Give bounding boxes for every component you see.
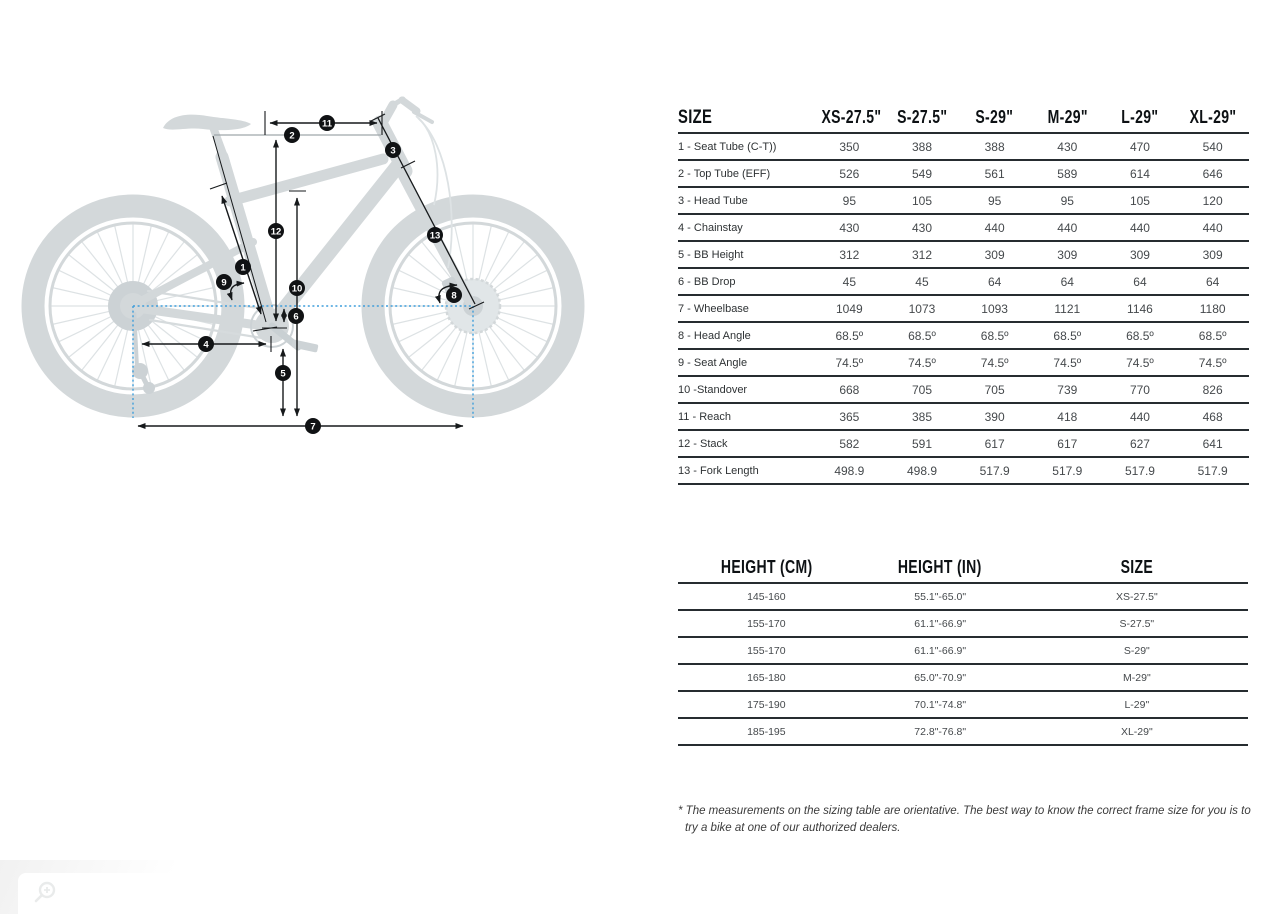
geometry-column-header: XS-27.5" <box>821 107 882 127</box>
geometry-row <box>678 376 1249 403</box>
geometry-value: 498.9 <box>834 463 865 478</box>
geometry-row-label: 7 - Wheelbase <box>678 302 749 315</box>
diagram-badge-3 <box>385 142 401 158</box>
cables <box>416 116 452 268</box>
geometry-row-label: 5 - BB Height <box>678 248 744 261</box>
geometry-row-label: 9 - Seat Angle <box>678 356 748 369</box>
geometry-value: 582 <box>839 436 860 451</box>
geometry-value: 614 <box>1129 166 1150 181</box>
svg-text:10: 10 <box>291 283 303 295</box>
geometry-column-header: XL-29" <box>1189 107 1237 127</box>
geometry-value: 668 <box>839 382 860 397</box>
geometry-row <box>678 295 1249 322</box>
geometry-value: 350 <box>839 139 860 154</box>
geometry-value: 95 <box>842 193 856 208</box>
svg-text:3: 3 <box>390 145 396 157</box>
geometry-column-header: SIZE <box>678 106 713 128</box>
geometry-value: 589 <box>1057 166 1078 181</box>
geometry-value: 120 <box>1202 193 1223 208</box>
geometry-value: 1073 <box>908 301 936 316</box>
geometry-value: 64 <box>1205 274 1220 289</box>
geometry-value: 430 <box>839 220 860 235</box>
geometry-value: 617 <box>984 436 1005 451</box>
sizing-value: 55.1"-65.0" <box>914 590 967 603</box>
diagram-badge-5 <box>275 365 291 381</box>
svg-text:12: 12 <box>270 226 282 238</box>
geometry-value: 74.5º <box>1126 355 1154 370</box>
sizing-row <box>678 637 1248 664</box>
diagram-badge-1 <box>235 259 251 275</box>
diagram-badge-6 <box>288 308 304 324</box>
geometry-value: 770 <box>1129 382 1150 397</box>
sizing-value: 65.0"-70.9" <box>914 671 967 684</box>
geometry-value: 617 <box>1057 436 1078 451</box>
sizing-row <box>678 718 1248 745</box>
svg-text:9: 9 <box>221 277 227 289</box>
geometry-row-label: 8 - Head Angle <box>678 329 751 342</box>
geometry-value: 526 <box>839 166 860 181</box>
geometry-column-header: L-29" <box>1121 107 1159 127</box>
geometry-row <box>678 133 1249 160</box>
sizing-value: 155-170 <box>747 644 786 657</box>
geometry-value: 74.5º <box>835 355 864 370</box>
geometry-value: 74.5º <box>1053 355 1082 370</box>
geometry-value: 309 <box>984 247 1005 262</box>
svg-text:4: 4 <box>203 339 209 351</box>
sizing-value: 61.1"-66.9" <box>914 617 967 630</box>
diagram-badge-7 <box>305 418 321 434</box>
geometry-value: 312 <box>911 247 932 262</box>
sizing-value: 155-170 <box>747 617 786 630</box>
diagram-badge-8 <box>446 287 462 303</box>
geometry-header-row <box>678 103 1249 133</box>
diagram-badge-13 <box>427 227 443 243</box>
geometry-value: 312 <box>839 247 860 262</box>
geometry-value: 309 <box>1202 247 1223 262</box>
geometry-value: 390 <box>984 409 1005 424</box>
sizing-value: L-29" <box>1124 698 1150 711</box>
geometry-value: 641 <box>1202 436 1223 451</box>
zoom-in-button[interactable] <box>30 878 60 908</box>
geometry-value: 74.5º <box>980 355 1009 370</box>
geometry-value: 64 <box>987 274 1002 289</box>
geometry-value: 105 <box>911 193 932 208</box>
geometry-value: 430 <box>911 220 932 235</box>
geometry-value: 309 <box>1057 247 1078 262</box>
geometry-row-label: 3 - Head Tube <box>678 194 748 207</box>
diagram-badge-10 <box>289 280 305 296</box>
geometry-value: 388 <box>911 139 932 154</box>
sizing-column-header: HEIGHT (IN) <box>898 556 983 577</box>
geometry-value: 95 <box>987 193 1002 208</box>
sizing-value: XS-27.5" <box>1116 590 1158 603</box>
svg-text:8: 8 <box>451 290 457 302</box>
geometry-value: 68.5º <box>980 328 1009 343</box>
geometry-row <box>678 241 1249 268</box>
geometry-value: 739 <box>1057 382 1078 397</box>
geometry-value: 68.5º <box>1126 328 1154 343</box>
svg-text:2: 2 <box>289 130 295 142</box>
geometry-value: 470 <box>1129 139 1150 154</box>
geometry-row-label: 4 - Chainstay <box>678 221 743 234</box>
geometry-row <box>678 403 1249 430</box>
geometry-value: 68.5º <box>1198 328 1227 343</box>
geometry-value: 826 <box>1202 382 1223 397</box>
geometry-value: 440 <box>1129 409 1150 424</box>
sizing-value: S-29" <box>1123 644 1150 657</box>
geometry-value: 1093 <box>981 301 1008 316</box>
geometry-value: 105 <box>1129 193 1150 208</box>
sizing-value: 72.8"-76.8" <box>914 725 967 738</box>
geometry-value: 705 <box>984 382 1005 397</box>
geometry-row <box>678 349 1249 376</box>
sizing-value: 165-180 <box>747 671 786 684</box>
geometry-row-label: 2 - Top Tube (EFF) <box>678 167 771 180</box>
geometry-value: 365 <box>839 409 860 424</box>
geometry-row-label: 13 - Fork Length <box>678 464 759 477</box>
sizing-header-row <box>678 552 1248 583</box>
geometry-value: 517.9 <box>1197 463 1228 478</box>
magnifier-plus-icon <box>30 878 60 908</box>
geometry-value: 68.5º <box>1053 328 1082 343</box>
geometry-value: 418 <box>1057 409 1078 424</box>
sizing-footnote: * The measurements on the sizing table are orientative. The best way to know the correct frame size for you is to try a bike at one of our authorized dealers. <box>678 804 1251 835</box>
svg-text:13: 13 <box>429 230 441 242</box>
geometry-row-label: 12 - Stack <box>678 437 728 450</box>
bike-silhouette <box>33 99 573 406</box>
geometry-value: 440 <box>1129 220 1150 235</box>
sizing-value: 61.1"-66.9" <box>914 644 967 657</box>
geometry-row <box>678 322 1249 349</box>
geometry-row <box>678 160 1249 187</box>
geometry-value: 45 <box>842 274 856 289</box>
geometry-value: 440 <box>1057 220 1078 235</box>
geometry-value: 705 <box>911 382 932 397</box>
bike-geometry-diagram <box>0 0 640 500</box>
sizing-column-header: SIZE <box>1120 556 1154 577</box>
diagram-badge-4 <box>198 336 214 352</box>
corner-decoration <box>0 860 228 914</box>
geometry-table <box>678 103 1249 485</box>
geometry-value: 68.5º <box>835 328 864 343</box>
geometry-value: 540 <box>1202 139 1223 154</box>
svg-text:7: 7 <box>310 421 316 433</box>
geometry-row-label: 10 -Standover <box>678 383 748 396</box>
svg-text:1: 1 <box>240 262 246 274</box>
geometry-value: 627 <box>1129 436 1150 451</box>
geometry-value: 561 <box>984 166 1005 181</box>
geometry-column-header: S-29" <box>975 107 1014 127</box>
diagram-badge-2 <box>284 127 300 143</box>
geometry-row-label: 11 - Reach <box>678 410 731 423</box>
geometry-value: 64 <box>1060 274 1074 289</box>
sizing-row <box>678 610 1248 637</box>
sizing-value: 145-160 <box>747 590 786 603</box>
sizing-table <box>678 552 1248 746</box>
geometry-value: 468 <box>1202 409 1223 424</box>
sizing-value: XL-29" <box>1120 725 1153 738</box>
sizing-value: 185-195 <box>747 725 786 738</box>
geometry-value: 430 <box>1057 139 1078 154</box>
geometry-value: 74.5º <box>1198 355 1227 370</box>
geometry-value: 440 <box>1202 220 1223 235</box>
geometry-row <box>678 268 1249 295</box>
geometry-row-label: 1 - Seat Tube (C-T)) <box>678 140 777 153</box>
sizing-value: 175-190 <box>747 698 786 711</box>
geometry-row <box>678 187 1249 214</box>
geometry-value: 646 <box>1202 166 1223 181</box>
geometry-column-header: M-29" <box>1047 107 1088 127</box>
geometry-row <box>678 214 1249 241</box>
geometry-value: 591 <box>911 436 932 451</box>
geometry-column-header: S-27.5" <box>896 107 948 127</box>
sizing-value: M-29" <box>1123 671 1151 684</box>
geometry-row <box>678 457 1249 484</box>
geometry-value: 309 <box>1129 247 1150 262</box>
sizing-column-header: HEIGHT (CM) <box>720 556 813 577</box>
geometry-value: 1146 <box>1127 301 1153 316</box>
saddle <box>163 115 251 131</box>
geometry-value: 64 <box>1133 274 1147 289</box>
geometry-row-label: 6 - BB Drop <box>678 275 736 288</box>
diagram-badge-12 <box>268 223 284 239</box>
geometry-value: 1180 <box>1199 301 1226 316</box>
sizing-value: 70.1"-74.8" <box>914 698 967 711</box>
geometry-row <box>678 430 1249 457</box>
svg-text:5: 5 <box>280 368 286 380</box>
geometry-value: 68.5º <box>908 328 936 343</box>
sizing-row <box>678 691 1248 718</box>
sizing-row <box>678 583 1248 610</box>
svg-text:6: 6 <box>293 311 299 323</box>
geometry-value: 385 <box>911 409 932 424</box>
geometry-value: 388 <box>984 139 1005 154</box>
geometry-value: 517.9 <box>1052 463 1083 478</box>
geometry-value: 1049 <box>835 301 863 316</box>
geometry-value: 95 <box>1060 193 1074 208</box>
sizing-row <box>678 664 1248 691</box>
geometry-value: 1121 <box>1054 301 1081 316</box>
svg-text:11: 11 <box>321 118 333 130</box>
diagram-badge-11 <box>319 115 335 131</box>
geometry-value: 498.9 <box>906 463 937 478</box>
geometry-value: 45 <box>915 274 929 289</box>
geometry-value: 549 <box>911 166 932 181</box>
diagram-badge-9 <box>216 274 232 290</box>
geometry-value: 74.5º <box>908 355 936 370</box>
geometry-value: 440 <box>984 220 1005 235</box>
geometry-value: 517.9 <box>1124 463 1155 478</box>
geometry-value: 517.9 <box>979 463 1010 478</box>
sizing-value: S-27.5" <box>1119 617 1155 630</box>
